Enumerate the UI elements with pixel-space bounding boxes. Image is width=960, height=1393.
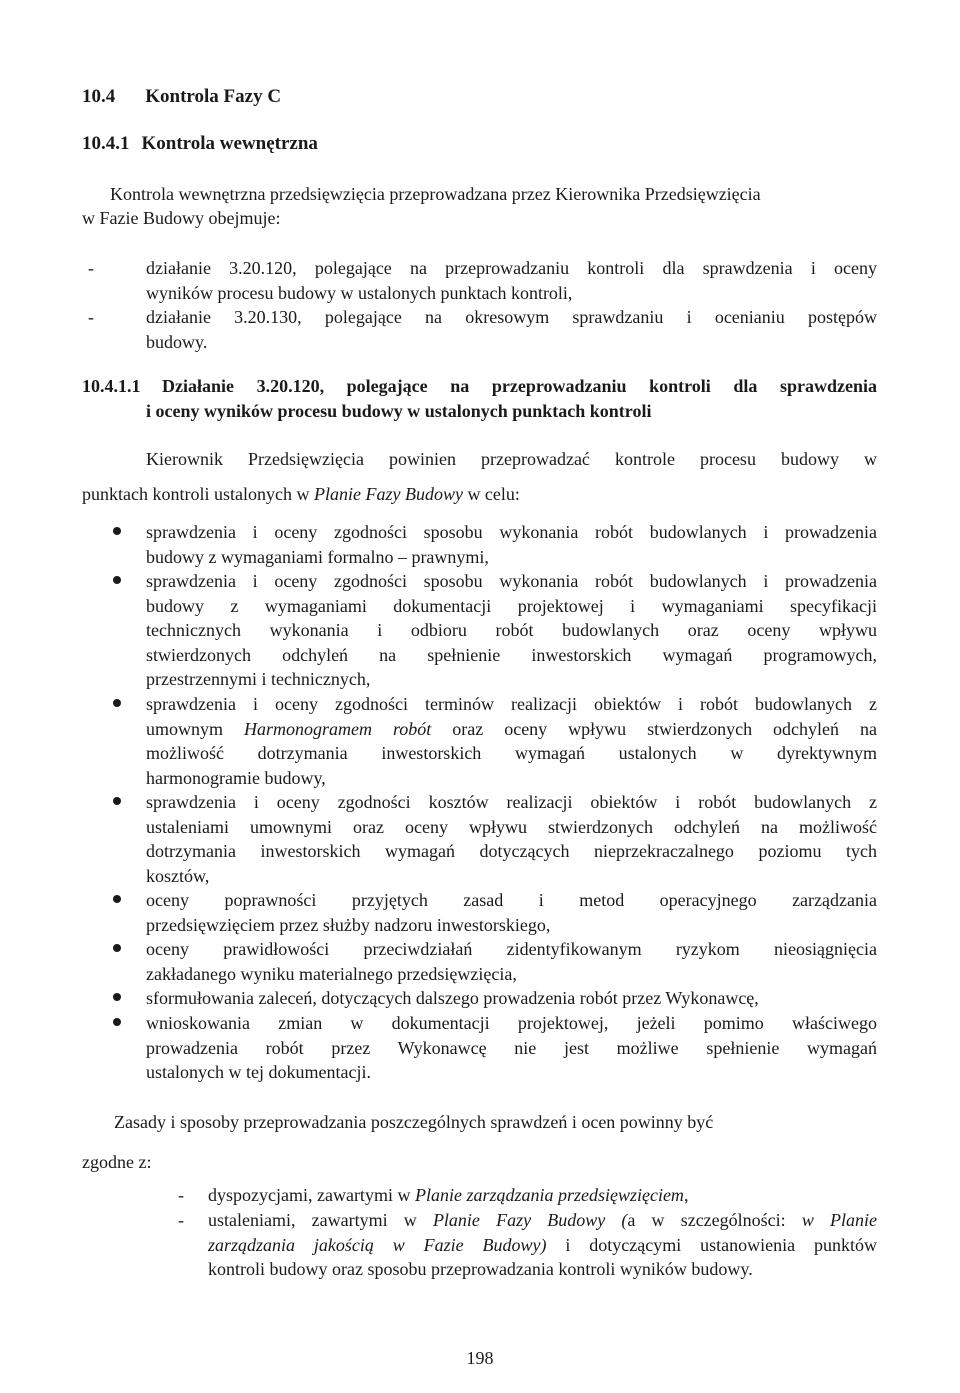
bullet-text: oraz oceny wpływu stwierdzonych odchyleń na <box>431 718 877 739</box>
bullet-text: umownym <box>146 718 244 739</box>
bullet-item <box>146 888 877 937</box>
bullet-marker <box>113 699 121 707</box>
bullet-item <box>146 937 877 986</box>
bullet-line: technicznych wykonania i odbioru robót budowlanych oraz oceny wpływu <box>146 620 877 640</box>
bullet-line: sformułowania zaleceń, dotyczących dalszego prowadzenia robót przez Wykonawcę, <box>146 988 759 1008</box>
dash-item-line: działanie 3.20.120, polegające na przeprowadzaniu kontroli dla sprawdzenia i oceny <box>146 258 877 278</box>
intro-line-1: Kontrola wewnętrzna przedsięwzięcia przeprowadzana przez Kierownika Przedsięwzięcia <box>110 184 761 204</box>
bullet-marker <box>113 527 121 535</box>
subsubsection-title-line: Działanie 3.20.120, polegające na przeprowadzaniu kontroli dla sprawdzenia <box>162 376 877 396</box>
dash-item-line: wyników procesu budowy w ustalonych punktach kontroli, <box>146 282 573 303</box>
section-number: 10.4 <box>82 86 116 107</box>
bullet-line: dotrzymania inwestorskich wymagań dotyczących nieprzekraczalnego poziomu tych <box>146 841 877 861</box>
bullet-marker <box>113 576 121 584</box>
bullet-line: sprawdzenia i oceny zgodności sposobu wykonania robót budowlanych i prowadzenia <box>146 522 877 542</box>
dash-marker: - <box>178 1185 184 1205</box>
bullet-line: wnioskowania zmian w dokumentacji projektowej, jeżeli pomimo właściwego <box>146 1013 877 1033</box>
schedule-reference: Harmonogramem robót <box>243 718 432 739</box>
bullet-marker <box>113 895 121 903</box>
bullet-line: sprawdzenia i oceny zgodności kosztów realizacji obiektów i robót budowlanych z <box>146 792 877 812</box>
bullet-line: możliwość dotrzymania inwestorskich wymagań ustalonych w dyrektywnym <box>146 743 877 763</box>
final-item-line: kontroli budowy oraz sposobu przeprowadzania kontroli wyników budowy. <box>208 1259 753 1279</box>
final-item-text: , <box>683 1185 689 1205</box>
subsection-heading <box>82 133 318 155</box>
bullet-line: stwierdzonych odchyleń na spełnienie inwestorskich wymagań programowych, <box>146 644 877 665</box>
bullet-marker <box>113 993 121 1001</box>
plan-reference: Planie Fazy Budowy ( <box>432 1210 628 1230</box>
dash-item-line: budowy. <box>146 331 208 352</box>
bullet-line: sprawdzenia i oceny zgodności terminów realizacji obiektów i robót budowlanych z <box>146 694 877 714</box>
subsection-title: Kontrola wewnętrzna <box>141 133 318 154</box>
section-title: Kontrola Fazy C <box>145 86 282 107</box>
bullet-line: zakładanego wyniku materialnego przedsięwzięcia, <box>146 963 517 984</box>
paragraph-text: w celu: <box>462 484 520 504</box>
bullet-line: ustaleniami umownymi oraz oceny wpływu stwierdzonych odchyleń na możliwość <box>146 816 877 837</box>
bullet-item <box>146 569 877 692</box>
dash-item-line: działanie 3.20.130, polegające na okresowym sprawdzaniu i ocenianiu postępów <box>146 307 877 327</box>
bullet-item <box>146 1011 877 1085</box>
subsubsection-title-line: i oceny wyników procesu budowy w ustalonych punktach kontroli <box>146 401 652 421</box>
plan-reference: zarządzania jakością w Fazie Budowy) <box>208 1234 547 1255</box>
bullet-line: przedsięwzięciem przez służby nadzoru inwestorskiego, <box>146 914 551 935</box>
bullet-item <box>146 986 877 1011</box>
paragraph-line-1 <box>146 447 877 472</box>
dash-marker: - <box>178 1210 184 1230</box>
final-item <box>208 1208 877 1282</box>
bullet-line: kosztów, <box>146 865 210 886</box>
bullet-line: przestrzennymi i technicznych, <box>146 669 371 689</box>
bullet-line: budowy z wymaganiami dokumentacji projektowej i wymaganiami specyfikacji <box>146 595 877 616</box>
final-item-line <box>208 1208 877 1233</box>
bullet-line: prowadzenia robót przez Wykonawcę nie jest możliwe spełnienie wymagań <box>146 1037 877 1058</box>
final-item <box>208 1183 688 1208</box>
bullet-marker <box>113 797 121 805</box>
page-number: 198 <box>466 1348 494 1368</box>
paragraph-text: punktach kontroli ustalonych w <box>82 484 314 504</box>
plan-reference: w Planie <box>801 1210 877 1230</box>
subsubsection-heading <box>162 374 877 399</box>
bullet-line: ustalonych w tej dokumentacji. <box>146 1062 371 1082</box>
dash-item <box>146 256 877 305</box>
bullet-line <box>146 717 877 742</box>
paragraph-text: Kierownik Przedsięwzięcia powinien przeprowadzać kontrole procesu budowy w <box>146 449 877 469</box>
zasady-line-1: Zasady i sposoby przeprowadzania poszczególnych sprawdzeń i ocen powinny być <box>114 1112 714 1132</box>
final-item-text: i dotyczącymi ustanowienia punktów <box>546 1234 877 1255</box>
intro-line-2: w Fazie Budowy obejmuje: <box>82 208 281 228</box>
final-item-text: ustaleniami, zawartymi w <box>208 1210 433 1230</box>
final-item-text: a w szczególności: <box>627 1210 802 1230</box>
bullet-line: sprawdzenia i oceny zgodności sposobu wykonania robót budowlanych i prowadzenia <box>146 571 877 591</box>
final-item-text: dyspozycjami, zawartymi w <box>208 1185 415 1205</box>
plan-reference: Planie Fazy Budowy <box>313 484 463 504</box>
bullet-item <box>146 790 877 888</box>
section-heading <box>82 86 281 108</box>
dash-marker: - <box>88 258 94 278</box>
plan-reference: Planie zarządzania przedsięwzięciem <box>414 1185 684 1205</box>
subsection-number: 10.4.1 <box>82 133 130 154</box>
bullet-line: oceny prawidłowości przeciwdziałań zidentyfikowanym ryzykom nieosiągnięcia <box>146 939 877 959</box>
bullet-line: harmonogramie budowy, <box>146 767 326 788</box>
dash-marker: - <box>88 307 94 327</box>
bullet-line: budowy z wymaganiami formalno – prawnymi, <box>146 546 489 567</box>
subsubsection-number: 10.4.1.1 <box>82 376 141 396</box>
final-item-line <box>208 1233 877 1258</box>
bullet-item <box>146 520 877 569</box>
dash-item <box>146 305 877 354</box>
bullet-marker <box>113 1018 121 1026</box>
zasady-line-2: zgodne z: <box>82 1152 152 1172</box>
bullet-item <box>146 692 877 790</box>
paragraph-line-2 <box>82 482 520 507</box>
bullet-marker <box>113 944 121 952</box>
bullet-line: oceny poprawności przyjętych zasad i metod operacyjnego zarządzania <box>146 890 877 910</box>
